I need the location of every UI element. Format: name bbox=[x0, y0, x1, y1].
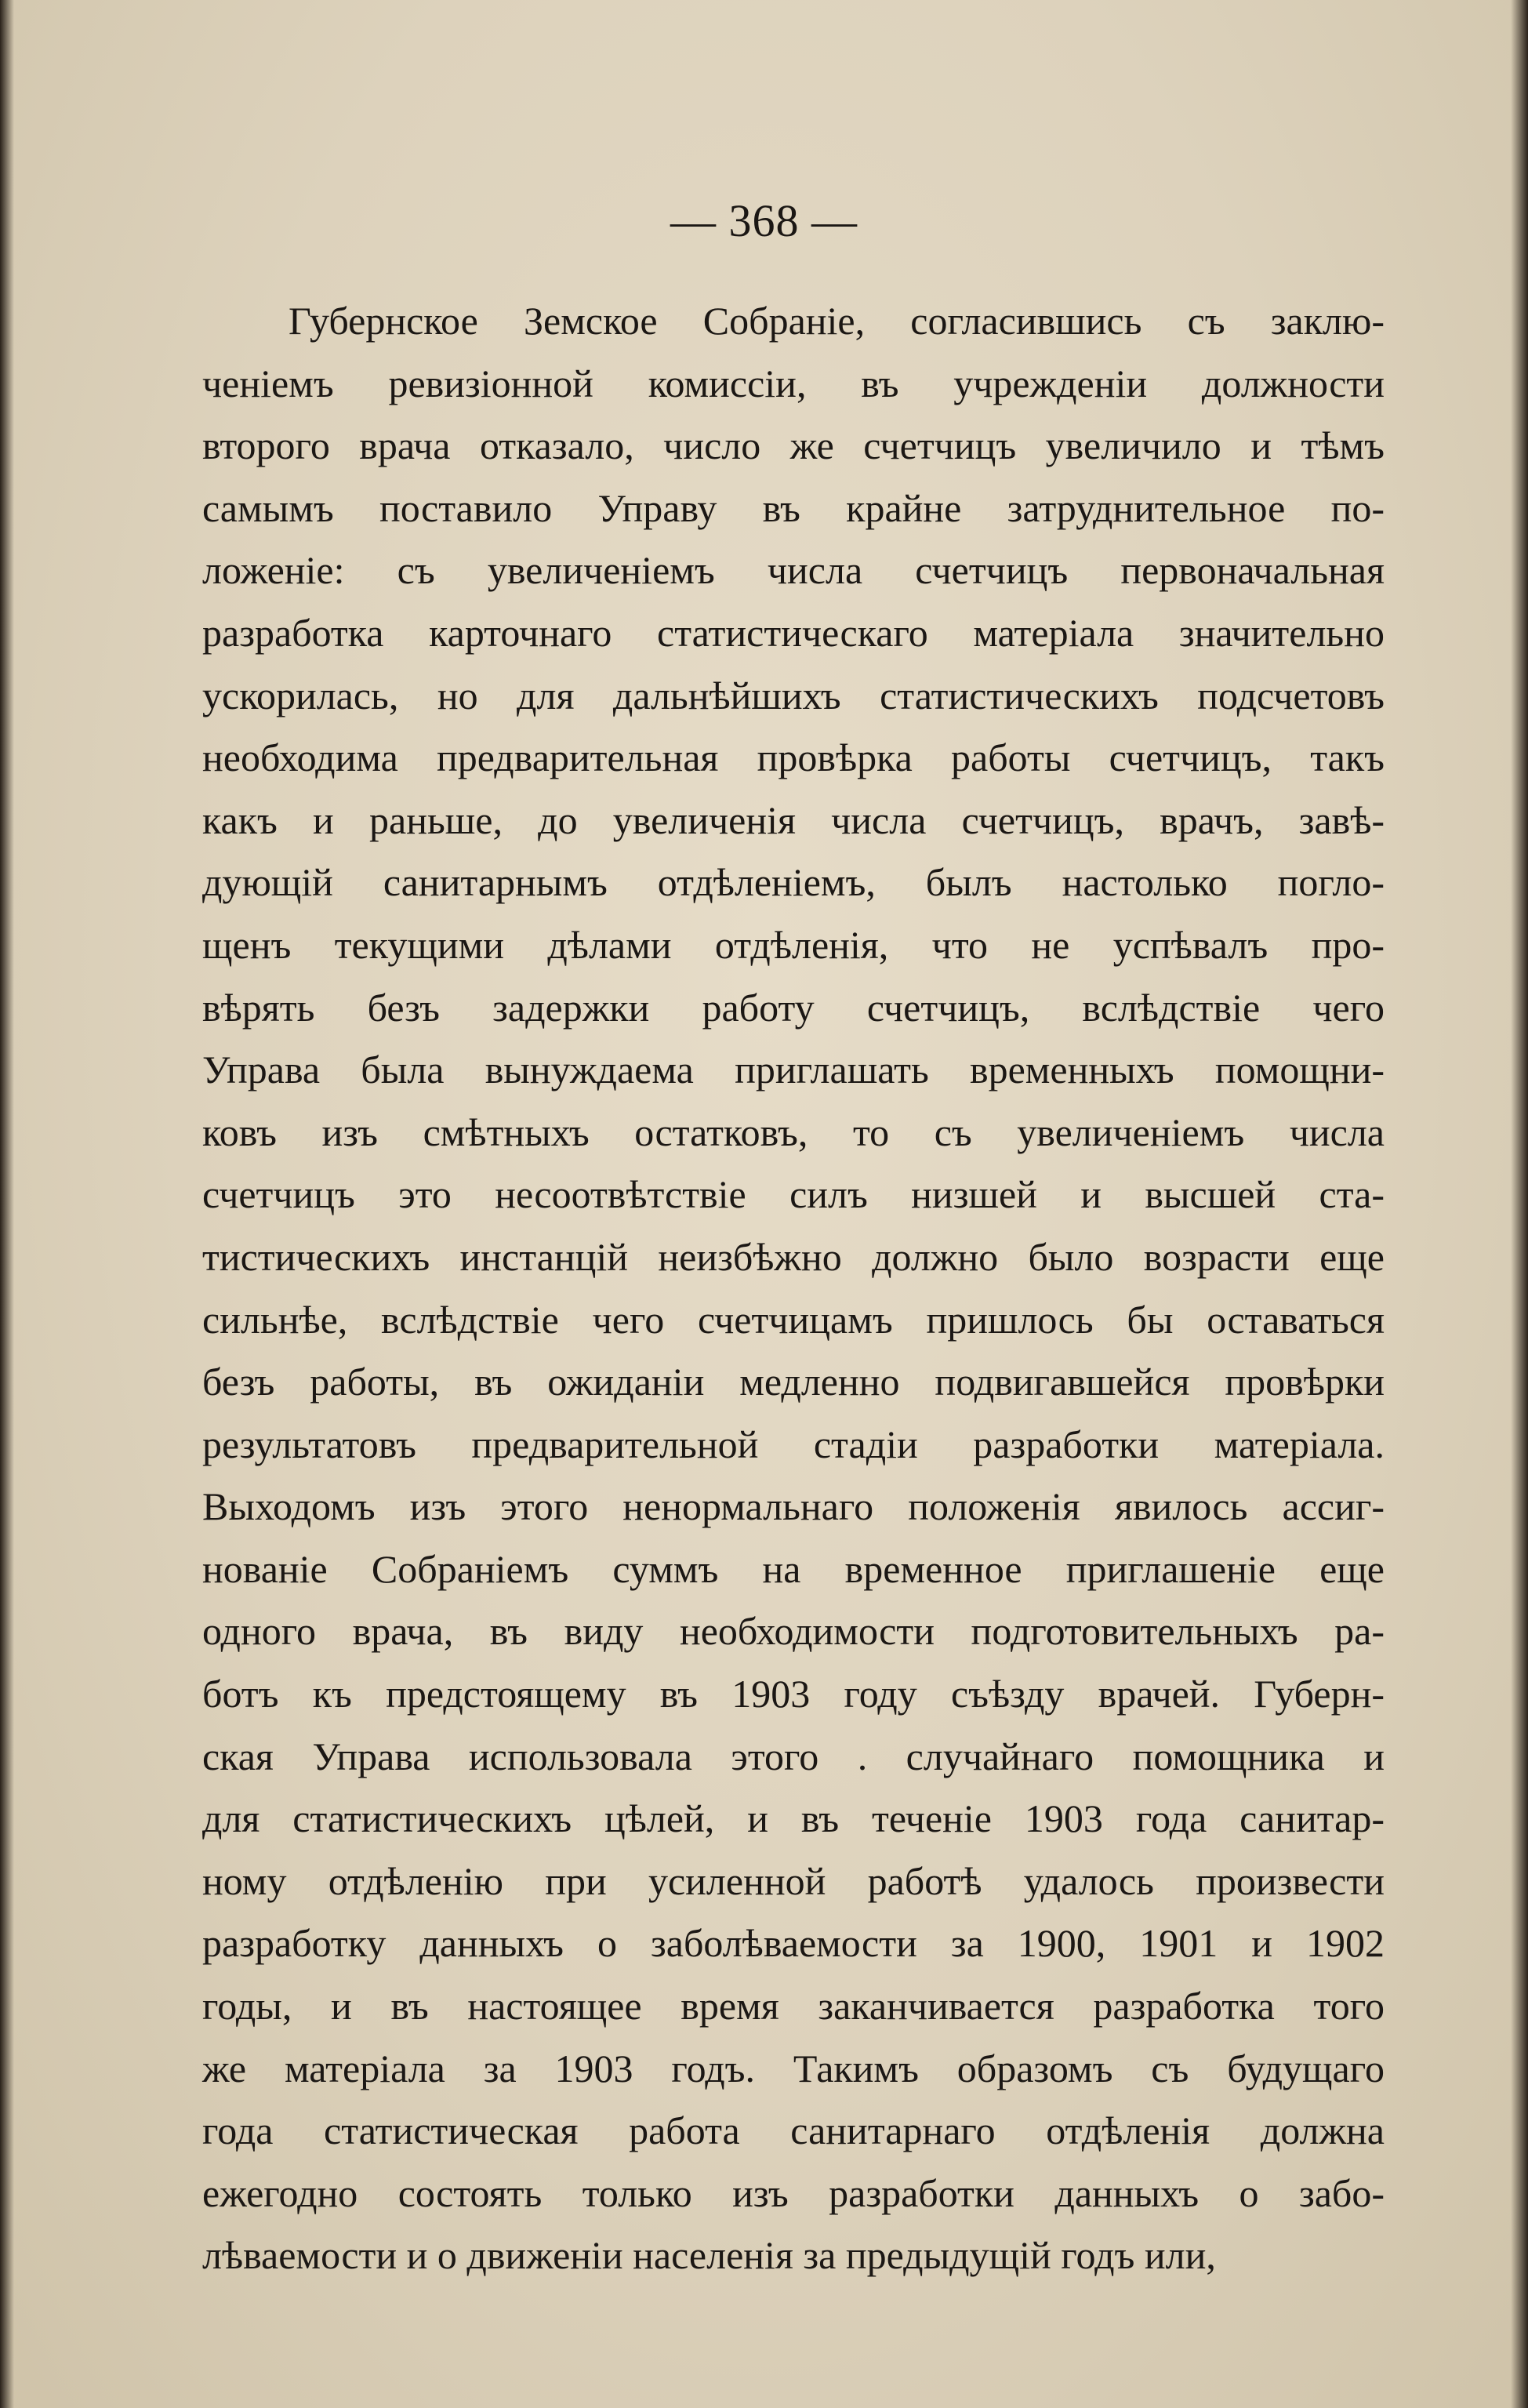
text-line: вѣрять безъ задержки работу счетчицъ, вслѣдствіе чего bbox=[202, 985, 1385, 1030]
text-line: ковъ изъ смѣтныхъ остатковъ, то съ увеличеніемъ числа bbox=[202, 1110, 1385, 1154]
text-line: ежегодно состоять только изъ разработки данныхъ о забо- bbox=[202, 2170, 1385, 2215]
text-line: какъ и раньше, до увеличенія числа счетчицъ, врачъ, завѣ- bbox=[202, 797, 1385, 842]
text-line: нованіе Собраніемъ суммъ на временное приглашеніе еще bbox=[202, 1546, 1385, 1591]
text-line: ускорилась, но для дальнѣйшихъ статистическихъ подсчетовъ bbox=[202, 673, 1385, 717]
page-shadow-right bbox=[1511, 0, 1528, 2408]
text-line: лѣваемости и о движеніи населенія за предыдущій годъ или, bbox=[202, 2233, 1216, 2278]
text-line: разработку данныхъ о заболѣваемости за 1900, 1901 и 1902 bbox=[202, 1921, 1385, 1966]
body-text bbox=[202, 290, 1385, 2287]
text-line: же матеріала за 1903 годъ. Такимъ образомъ съ будущаго bbox=[202, 2046, 1385, 2090]
page-number: — 368 — bbox=[670, 195, 858, 246]
text-line: щенъ текущими дѣлами отдѣленія, что не успѣвалъ про- bbox=[202, 922, 1385, 967]
text-line: безъ работы, въ ожиданіи медленно подвигавшейся провѣрки bbox=[202, 1360, 1385, 1404]
text-line: результатовъ предварительной стадіи разработки матеріала. bbox=[202, 1422, 1385, 1466]
text-line: разработка карточнаго статистическаго матеріала значительно bbox=[202, 610, 1385, 655]
text-line: самымъ поставило Управу въ крайне затруднительное по- bbox=[202, 485, 1385, 530]
text-line: ному отдѣленію при усиленной работѣ удалось произвести bbox=[202, 1858, 1385, 1903]
text-line: ченіемъ ревизіонной комиссіи, въ учрежденіи должности bbox=[202, 361, 1385, 405]
text-line: Управа была вынуждаема приглашать временныхъ помощни- bbox=[202, 1048, 1385, 1092]
text-line: одного врача, въ виду необходимости подготовительныхъ ра- bbox=[202, 1609, 1385, 1654]
text-line: годы, и въ настоящее время заканчивается разработка того bbox=[202, 1984, 1385, 2028]
text-line: ложеніе: съ увеличеніемъ числа счетчицъ первоначальная bbox=[202, 548, 1385, 593]
page-shadow-left bbox=[0, 0, 14, 2408]
text-line: счетчицъ это несоотвѣтствіе силъ низшей и высшей ста- bbox=[202, 1172, 1385, 1217]
text-line: ботъ къ предстоящему въ 1903 году съѣзду врачей. Губерн- bbox=[202, 1672, 1385, 1716]
text-line: года статистическая работа санитарнаго отдѣленія должна bbox=[202, 2108, 1385, 2153]
text-line: сильнѣе, вслѣдствіе чего счетчицамъ пришлось бы оставаться bbox=[202, 1297, 1385, 1342]
text-line: необходима предварительная провѣрка работы счетчицъ, такъ bbox=[202, 735, 1385, 780]
text-line: ская Управа использовала этого . случайнаго помощника и bbox=[202, 1734, 1385, 1778]
text-line: второго врача отказало, число же счетчицъ увеличило и тѣмъ bbox=[202, 423, 1385, 468]
text-line: Выходомъ изъ этого ненормальнаго положенія явилось ассиг- bbox=[202, 1484, 1385, 1529]
text-line: дующій санитарнымъ отдѣленіемъ, былъ настолько погло- bbox=[202, 860, 1385, 905]
text-line: тистическихъ инстанцій неизбѣжно должно было возрасти еще bbox=[202, 1234, 1385, 1279]
text-line: Губернское Земское Собраніе, согласившись съ заклю- bbox=[289, 299, 1385, 343]
text-line: для статистическихъ цѣлей, и въ теченіе 1903 года санитар- bbox=[202, 1796, 1385, 1841]
